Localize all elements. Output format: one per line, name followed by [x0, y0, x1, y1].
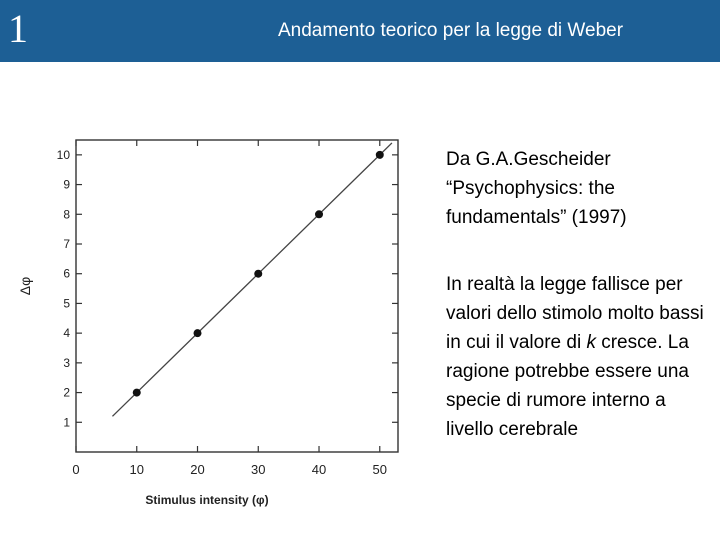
y-tick-label: 4 — [63, 326, 70, 341]
y-tick-label: 1 — [63, 415, 70, 430]
y-tick-label: 7 — [63, 237, 70, 251]
source-citation: Da G.A.Gescheider “Psychophysics: the fundamentals” (1997) — [446, 149, 627, 228]
explanation-note — [446, 270, 712, 444]
chart-svg — [8, 126, 408, 526]
slide-title: Andamento teorico per la legge di Weber — [278, 20, 624, 41]
y-tick-label: 2 — [63, 385, 70, 400]
fit-line — [112, 143, 391, 416]
x-tick-label: 10 — [129, 462, 144, 477]
y-axis-label: Δφ — [17, 276, 33, 296]
x-tick-label: 50 — [372, 462, 388, 477]
x-tick-label: 30 — [251, 462, 266, 477]
y-tick-label: 3 — [63, 355, 70, 370]
y-tick-label: 10 — [56, 147, 70, 162]
x-tick-label: 40 — [311, 462, 327, 477]
data-point — [376, 151, 384, 159]
slide-header — [0, 0, 720, 62]
y-tick-label: 9 — [63, 177, 70, 192]
data-point — [254, 270, 262, 278]
x-tick-label: 0 — [72, 462, 80, 477]
y-tick-label: 6 — [63, 266, 70, 281]
note-text-2: cresce. La ragione potrebbe essere una specie di rumore interno a livello cerebrale — [446, 332, 689, 440]
data-point — [194, 329, 202, 337]
x-axis-label: Stimulus intensity (φ) — [145, 493, 269, 507]
weber-chart — [8, 126, 408, 526]
x-tick-label: 20 — [190, 462, 205, 477]
data-point — [133, 389, 141, 397]
data-point — [315, 210, 323, 218]
y-tick-label: 5 — [63, 296, 70, 311]
note-k-variable: k — [586, 332, 596, 353]
slide-number: 1 — [8, 6, 28, 51]
y-tick-label: 8 — [63, 207, 70, 222]
note-text-1: In realtà la legge fallisce per valori dello stimolo molto bassi in cui il valore di — [446, 274, 704, 353]
